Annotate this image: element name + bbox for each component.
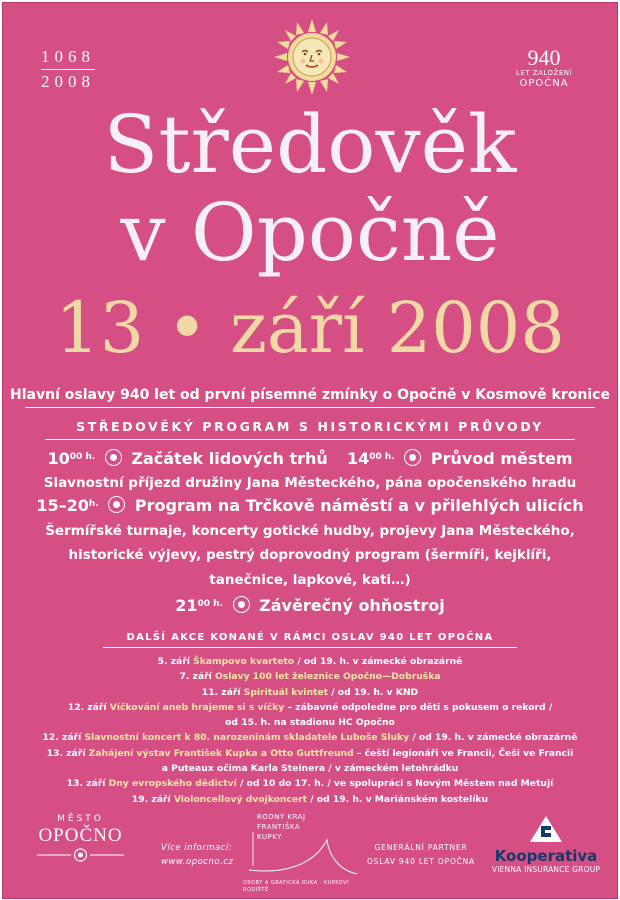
city-logo-small: MĚSTO xyxy=(57,814,104,824)
program-label: Průvod městem xyxy=(430,449,573,468)
city-ornament-icon xyxy=(33,847,128,869)
program-time-suffix: h. xyxy=(88,499,99,509)
city-logo-name: OPOČNO xyxy=(38,825,123,846)
event-title: Zahájení výstav František Kupka a Otto Guttfreund xyxy=(88,747,354,759)
program-label: Začátek lidových trhů xyxy=(131,449,328,468)
event-details: – čeští legionáři ve Francii, Češi ve Francii xyxy=(353,747,574,759)
event-title: Violoncellový dvojkoncert xyxy=(173,793,308,805)
kooperativa-logo-icon xyxy=(529,815,563,843)
program-row-2 xyxy=(3,495,617,517)
more-info-label: Více informací: xyxy=(161,843,233,853)
sponsor-name: Kooperativa xyxy=(494,847,598,865)
event-details: / od 19. h. v zámecké obrazárně xyxy=(409,732,578,744)
event-date: 5. září xyxy=(157,656,190,667)
event-title: Víčkování aneb hrajeme si s víčky xyxy=(109,701,285,713)
main-divider xyxy=(25,407,595,408)
program-description: Šermířské turnaje, koncerty gotické hudby, projevy Jana Městeckého, xyxy=(45,523,575,539)
program-description: historické výjevy, pestrý doprovodný program (šermíři, kejklíři, xyxy=(68,547,552,563)
event-item xyxy=(3,746,617,761)
event-details: a Puteaux očima Karla Steinera / v zámeckém letohrádku xyxy=(161,763,459,775)
event-details: / od 10 do 17. h. / ve spolupráci s Novým Městem nad Metují xyxy=(236,778,554,790)
event-date: 11. září xyxy=(201,686,241,698)
anniversary-city: OPOČNA xyxy=(519,78,569,89)
event-item xyxy=(3,685,617,700)
partner-label: GENERÁLNÍ PARTNER xyxy=(374,843,468,852)
program-time-suffix: 00 h. xyxy=(197,599,223,609)
event-item-continued xyxy=(3,761,617,776)
program-description: Slavnostní příjezd družiny Jana Městeckého, pána opočenského hradu xyxy=(43,475,577,491)
program-time: 15–20 xyxy=(36,496,89,515)
events-divider xyxy=(103,647,517,648)
program-label: Program na Trčkově náměstí a v přilehlých ulicích xyxy=(134,496,584,515)
section-title: STŘEDOVĚKÝ PROGRAM S HISTORICKÝMI PRŮVODY xyxy=(76,419,544,434)
events-list xyxy=(3,654,617,807)
event-date: 13. září xyxy=(46,747,86,759)
title-line-1: Středověk xyxy=(103,98,517,191)
poster xyxy=(2,2,618,899)
sun-bullet-icon xyxy=(105,449,122,466)
event-details: – zábavné odpoledne pro děti s pokusem o rekord / xyxy=(284,701,553,713)
program-time: 14 xyxy=(346,449,370,468)
sun-bullet-icon xyxy=(233,596,250,613)
main-heading-block xyxy=(3,386,617,408)
event-item xyxy=(3,654,617,669)
city-logo xyxy=(33,813,128,873)
anniversary-sub: LET ZALOŽENÍ xyxy=(515,69,573,77)
sun-face-logo xyxy=(274,19,350,95)
sun-bullet-icon xyxy=(108,496,125,513)
sponsor-sub: VIENNA INSURANCE GROUP xyxy=(491,865,601,874)
region-logo xyxy=(243,812,363,892)
event-item xyxy=(3,776,617,791)
section-divider xyxy=(45,439,575,440)
anniversary-number: 940 xyxy=(527,45,561,70)
event-item xyxy=(3,792,617,807)
event-date: 19. září xyxy=(131,793,171,805)
anniversary-mark xyxy=(509,47,579,90)
program-row-3 xyxy=(3,595,617,617)
year-bottom: 2008 xyxy=(41,72,95,91)
partner-sub: OSLAV 940 LET OPOČNA xyxy=(366,857,476,866)
event-item-continued xyxy=(3,715,617,730)
title-line-2: v Opočně xyxy=(120,186,500,279)
program-row-1 xyxy=(3,448,617,470)
event-item xyxy=(3,700,617,715)
general-partner xyxy=(365,841,477,869)
event-date: 12. září xyxy=(67,701,107,713)
event-title: Slavnostní koncert k 80. narozeninám skladatele Luboše Sluky xyxy=(84,732,410,744)
event-details: od 15. h. na stadionu HC Opočno xyxy=(225,717,395,729)
more-info-url[interactable]: www.opocno.cz xyxy=(161,857,234,867)
years-divider xyxy=(41,69,95,70)
region-logo-text: RODNÝ KRAJ FRANTIŠKA KUPKY xyxy=(257,813,306,841)
program-time: 21 xyxy=(175,596,198,615)
event-date: 12. září xyxy=(42,732,82,744)
event-details: / od 19. h. v zámecké obrazárně xyxy=(294,656,463,667)
program-time: 10 xyxy=(47,449,70,468)
year-top: 1068 xyxy=(41,47,95,66)
event-date: 7. září xyxy=(179,671,212,683)
event-title: Škampovo kvarteto xyxy=(193,656,295,667)
program-description: tanečnice, lapkové, kati…) xyxy=(209,572,411,588)
event-date: 13 • září 2008 xyxy=(55,287,565,369)
event-title: Oslavy 100 let železnice Opočno—Dobruška xyxy=(214,671,441,683)
program-time-suffix: 00 h. xyxy=(369,452,395,462)
main-heading: Hlavní oslavy 940 let od první písemné zmínky o Opočně v Kosmově kronice xyxy=(10,387,610,403)
event-details: / od 19. h. v Mariánském kostelíku xyxy=(307,793,489,805)
section-block xyxy=(3,419,617,440)
events-title-block xyxy=(3,631,617,648)
region-logo-bottom: OSOBY A GRAFICKÁ RUKA · KUPKOVI RODIŠTĚ xyxy=(243,880,350,893)
events-title: DALŠÍ AKCE KONANÉ V RÁMCI OSLAV 940 LET OPOČNA xyxy=(126,632,494,643)
event-title: Dny evropského dědictví xyxy=(108,778,237,790)
event-details: / od 19. h. v KND xyxy=(328,686,419,698)
event-date: 13. září xyxy=(66,778,106,790)
event-item xyxy=(3,669,617,684)
sun-bullet-icon xyxy=(404,449,421,466)
program-label: Závěrečný ohňostroj xyxy=(259,596,445,615)
years-mark xyxy=(41,47,95,92)
event-item xyxy=(3,730,617,745)
more-info xyxy=(161,841,233,869)
program-time-suffix: 00 h. xyxy=(69,452,96,462)
event-title: Spirituál kvintet xyxy=(243,686,329,698)
sponsor-logo xyxy=(481,815,611,875)
region-curve-icon xyxy=(243,826,363,878)
